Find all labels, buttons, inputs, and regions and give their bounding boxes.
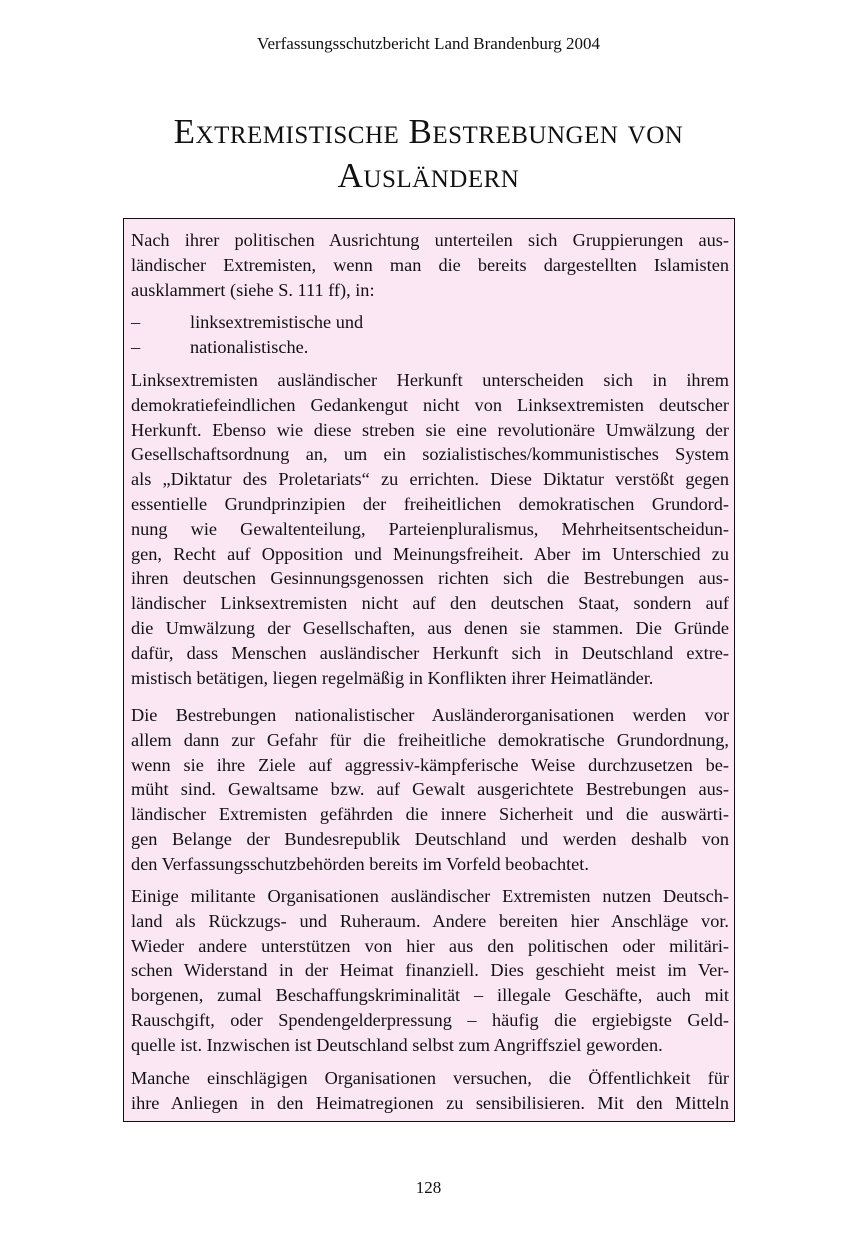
text-line: Einige militante Organisationen ausländischer Extremisten nutzen Deutsch-	[131, 886, 729, 906]
text-line: gen, Recht auf Opposition und Meinungsfreiheit. Aber im Unterschied zu	[131, 543, 729, 564]
paragraph-nationalists	[131, 703, 729, 877]
text-line: gen Belange der Bundesrepublik Deutschland und werden deshalb von	[131, 828, 729, 849]
text-line: ihren deutschen Gesinnungsgenossen richten sich die Bestrebungen aus-	[131, 568, 729, 589]
text-line: wenn sie ihre Ziele auf aggressiv-kämpferische Weise durchzusetzen be-	[131, 754, 729, 775]
text-line: dafür, dass Menschen ausländischer Herkunft sich in Deutschland extre-	[131, 642, 729, 663]
text-line: nung wie Gewaltenteilung, Parteienpluralismus, Mehrheitsentscheidun-	[131, 518, 729, 539]
paragraph-public-awareness	[131, 1066, 729, 1116]
text-line: Nach ihrer politischen Ausrichtung unterteilen sich Gruppierungen aus-	[131, 230, 729, 250]
list-item	[131, 310, 729, 335]
text-line: Manche einschlägigen Organisationen versuchen, die Öffentlichkeit für	[131, 1068, 729, 1088]
dash-bullet: –	[131, 336, 141, 357]
bullet-list	[131, 310, 729, 360]
list-item-text: linksextremistische und	[190, 312, 364, 332]
text-line: als „Diktatur des Proletariats“ zu errichten. Diese Diktatur verstößt gegen	[131, 469, 729, 490]
paragraph-intro	[131, 228, 729, 302]
text-line: Wieder andere unterstützen von hier aus den politischen oder militäri-	[131, 935, 729, 956]
text-line: Linksextremisten ausländischer Herkunft unterscheiden sich in ihrem	[131, 370, 729, 390]
text-line: essentielle Grundprinzipien der freiheitlichen demokratischen Grundord-	[131, 493, 729, 514]
framed-text-box	[123, 218, 735, 1122]
running-header: Verfassungsschutzbericht Land Brandenburg 2004	[257, 34, 600, 53]
text-line: ihre Anliegen in den Heimatregionen zu sensibilisieren. Mit den Mitteln	[131, 1092, 729, 1113]
text-line: quelle ist. Inzwischen ist Deutschland selbst zum Angriffsziel geworden.	[131, 1034, 663, 1055]
dash-bullet: –	[131, 312, 141, 332]
list-item	[131, 335, 729, 360]
page-number: 128	[415, 1178, 442, 1197]
text-line: land als Rückzugs- und Ruheraum. Andere bereiten hier Anschläge vor.	[131, 910, 729, 931]
text-line: mistisch betätigen, liegen regelmäßig in Konflikten ihrer Heimatländer.	[131, 667, 654, 688]
paragraph-left-extremists	[131, 368, 729, 690]
text-line: ausklammert (siehe S. 111 ff), in:	[131, 279, 375, 300]
text-line: Gesellschaftsordnung an, um ein sozialistisches/kommunistisches System	[131, 444, 729, 465]
chapter-title	[60, 110, 797, 198]
chapter-title-line: Ausländern	[337, 156, 520, 195]
text-line: demokratiefeindlichen Gedankengut nicht von Linksextremisten deutscher	[131, 394, 729, 415]
text-line: müht sind. Gewaltsame bzw. auf Gewalt ausgerichtete Bestrebungen aus-	[131, 779, 729, 800]
text-line: die Umwälzung der Gesellschaften, aus denen sie stammen. Die Gründe	[131, 617, 729, 638]
text-line: schen Widerstand in der Heimat finanziell. Dies geschieht meist im Ver-	[131, 960, 729, 981]
text-line: ländischer Linksextremisten nicht auf den deutschen Staat, sondern auf	[131, 593, 729, 614]
text-line: borgenen, zumal Beschaffungskriminalität – illegale Geschäfte, auch mit	[131, 985, 729, 1006]
text-line: Rauschgift, oder Spendengelderpressung – häufig die ergiebigste Geld-	[131, 1009, 729, 1030]
text-line: allem dann zur Gefahr für die freiheitliche demokratische Grundordnung,	[131, 729, 729, 750]
list-item-text: nationalistische.	[190, 336, 309, 357]
text-line: den Verfassungsschutzbehörden bereits im Vorfeld beobachtet.	[131, 853, 589, 874]
text-line: Die Bestrebungen nationalistischer Ausländerorganisationen werden vor	[131, 705, 729, 725]
text-line: Herkunft. Ebenso wie diese streben sie eine revolutionäre Umwälzung der	[131, 419, 729, 440]
text-line: ländischer Extremisten gefährden die innere Sicherheit und die auswärti-	[131, 804, 729, 825]
paragraph-militant-organisations	[131, 884, 729, 1058]
text-line: ländischer Extremisten, wenn man die bereits dargestellten Islamisten	[131, 254, 729, 275]
chapter-title-line: Extremistische Bestrebungen von	[173, 112, 684, 151]
